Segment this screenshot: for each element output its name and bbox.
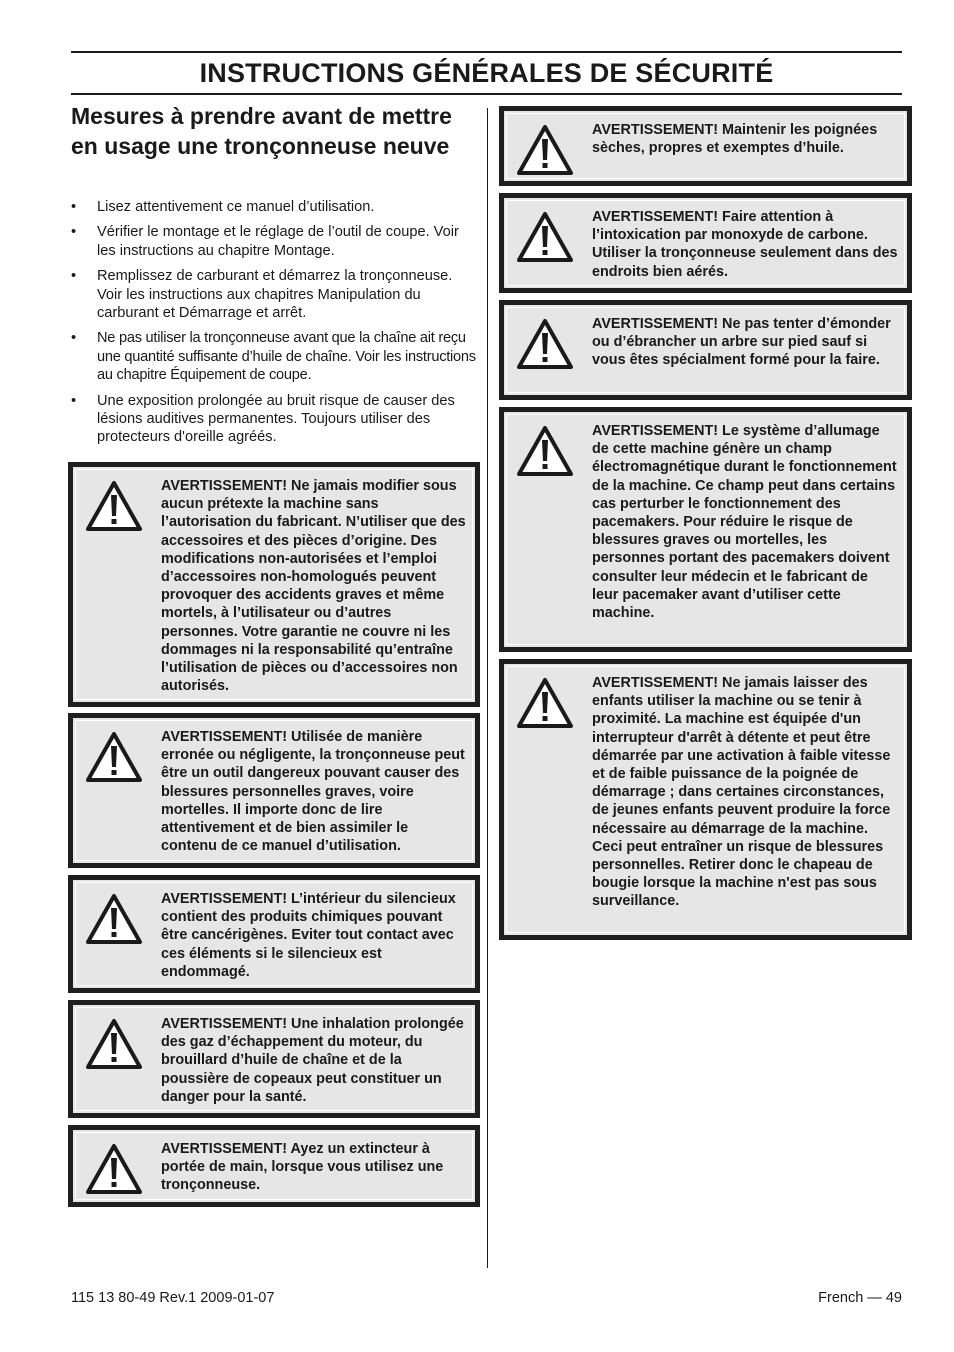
bullet-dot: • — [71, 268, 77, 285]
bullet-dot: • — [71, 199, 77, 215]
bullet-dot: • — [71, 392, 77, 409]
warning-text: AVERTISSEMENT! Ne pas tenter d’émonder ou d’ébrancher un arbre sur pied sauf si vous êtes spécialment formé pour la faire. — [592, 316, 891, 369]
warning-triangle-icon — [85, 1143, 143, 1195]
list-item-text: Lisez attentivement ce manuel d’utilisation. — [97, 199, 375, 215]
warning-triangle-icon — [516, 677, 574, 729]
document-reference: 115 13 80-49 Rev.1 2009-01-07 — [71, 1290, 275, 1306]
warning-triangle-icon — [85, 893, 143, 945]
warning-box — [499, 106, 912, 186]
section-heading: Mesures à prendre avant de mettre en usage une tronçonneuse neuve — [71, 103, 452, 159]
page-title: INSTRUCTIONS GÉNÉRALES DE SÉCURITÉ — [199, 58, 774, 88]
warning-text: AVERTISSEMENT! Ne jamais laisser des enfants utiliser la machine ou se tenir à proximité. La machine est équipée d'un interrupteur d'arrêt à détente et peut être démarrée par une activation à faible vitesse et de faible puissance de la poignée de démarrage ; dans certaines circonstances, de jeunes enfants peuvent produire la force nécessaire au démarrage de la machine. Ceci peut entraîner un risque de blessures personnelles. Retirer donc le chapeau de bougie lorsque la machine n'est pas sous surveillance. — [592, 675, 891, 910]
bullet-list — [71, 198, 476, 454]
warning-triangle-icon — [85, 1018, 143, 1070]
list-item-text: Vérifier le montage et le réglage de l’outil de coupe. Voir les instructions au chapitre Montage. — [97, 224, 459, 259]
list-item — [71, 392, 476, 447]
warning-box — [68, 1000, 480, 1118]
top-rule — [71, 51, 902, 53]
warning-text: AVERTISSEMENT! Utilisée de manière erronée ou négligente, la tronçonneuse peut être un outil dangereux pouvant causer des blessures personnelles graves, voire mortelles. Il importe donc de lire attentivement et de bien assimiler le contenu de ce manuel d’utilisation. — [161, 729, 465, 855]
warning-triangle-icon — [516, 211, 574, 263]
list-item-text: Remplissez de carburant et démarrez la tronçonneuse. Voir les instructions aux chapitres Manipulation du carburant et Démarrage et arrêt. — [97, 268, 453, 322]
warning-text: AVERTISSEMENT! Maintenir les poignées sèches, propres et exemptes d’huile. — [592, 122, 878, 157]
warning-box — [499, 300, 912, 400]
warning-box — [499, 659, 912, 940]
warning-text: AVERTISSEMENT! Le système d’allumage de cette machine génère un champ électromagnétique durant le fonctionnement de la machine. Ce champ peut dans certains cas perturber le fonctionnement des pacemakers. Pour réduire le risque de blessures graves ou mortelles, les personnes portant des pacemakers doivent consulter leur médecin et le fabricant de leur pacemaker avant d’utiliser cette machine. — [592, 423, 897, 622]
warning-box — [68, 713, 480, 868]
column-divider — [487, 108, 488, 1268]
list-item-text: Une exposition prolongée au bruit risque de causer des lésions auditives permanentes. Toujours utiliser des protecteurs d'oreille agréés. — [97, 392, 455, 446]
warning-text: AVERTISSEMENT! Une inhalation prolongée des gaz d’échappement du moteur, du brouillard d’huile de chaîne et de la poussière de copeaux peut constituer un danger pour la santé. — [161, 1016, 464, 1105]
bullet-dot: • — [71, 330, 77, 347]
warning-triangle-icon — [516, 425, 574, 477]
warning-box — [68, 875, 480, 993]
warning-triangle-icon — [85, 480, 143, 532]
warning-box — [68, 462, 480, 707]
warning-text: AVERTISSEMENT! Faire attention à l’intoxication par monoxyde de carbone. Utiliser la tronçonneuse seulement dans des endroits bien aérés. — [592, 209, 898, 280]
list-item-text: Ne pas utiliser la tronçonneuse avant que la chaîne ait reçu une quantité suffisante d’huile de chaîne. Voir les instructions au chapitre Équipement de coupe. — [97, 330, 476, 384]
warning-box — [68, 1125, 480, 1207]
title-underline — [71, 93, 902, 95]
page-number: French — 49 — [818, 1290, 902, 1306]
bullet-dot: • — [71, 224, 77, 241]
warning-triangle-icon — [516, 318, 574, 370]
warning-box — [499, 407, 912, 652]
list-item — [71, 329, 476, 384]
list-item — [71, 198, 476, 216]
warning-box — [499, 193, 912, 293]
warning-triangle-icon — [516, 124, 574, 176]
warning-text: AVERTISSEMENT! Ne jamais modifier sous aucun prétexte la machine sans l’autorisation du fabricant. N’utiliser que des accessoires et des pièces d’origine. Des modifications non-autorisées et l’emploi d’accessoires non-homologués peuvent provoquer des accidents graves et même mortels, à l’utilisateur ou d’autres personnes. Votre garantie ne couvre ni les dommages ni la responsabilité qu’entraîne l’utilisation de pièces ou d’accessoires non autorisés. — [161, 478, 466, 695]
list-item — [71, 223, 476, 260]
warning-text: AVERTISSEMENT! Ayez un extincteur à portée de main, lorsque vous utilisez une tronçonneuse. — [161, 1141, 444, 1194]
warning-triangle-icon — [85, 731, 143, 783]
list-item — [71, 267, 476, 322]
warning-text: AVERTISSEMENT! L’intérieur du silencieux contient des produits chimiques pouvant être cancérigènes. Eviter tout contact avec ces éléments si le silencieux est endommagé. — [161, 891, 456, 980]
